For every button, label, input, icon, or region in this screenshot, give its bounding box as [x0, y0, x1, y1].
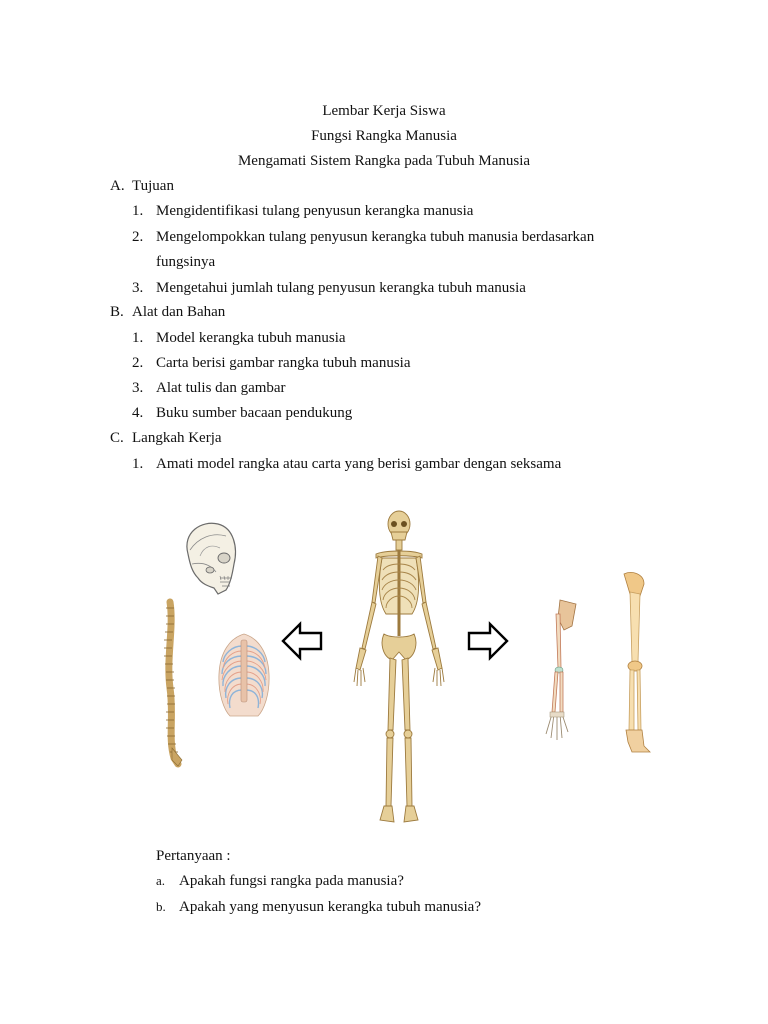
item-text: Buku sumber bacaan pendukung — [156, 405, 353, 421]
question-item — [156, 871, 404, 891]
item-number: 2. — [132, 355, 144, 371]
ribcage-illustration — [216, 632, 272, 718]
worksheet-title: Lembar Kerja Siswa — [322, 103, 446, 119]
arm-bones-illustration — [538, 596, 582, 744]
question-text: Apakah yang menyusun kerangka tubuh manusia? — [179, 899, 481, 915]
list-item — [132, 403, 352, 423]
section-a-heading — [110, 176, 174, 196]
list-item — [132, 278, 526, 298]
section-letter: B. — [110, 304, 124, 320]
item-text: Mengidentifikasi tulang penyusun kerangka manusia — [156, 203, 474, 219]
item-text: Carta berisi gambar rangka tubuh manusia — [156, 355, 411, 371]
item-number: 1. — [132, 330, 144, 346]
list-item — [132, 378, 286, 398]
question-letter: a. — [156, 873, 166, 888]
questions-heading: Pertanyaan : — [156, 848, 231, 864]
list-item — [132, 201, 473, 221]
leg-bones-illustration — [614, 570, 654, 756]
item-number: 3. — [132, 380, 144, 396]
section-letter: C. — [110, 430, 124, 446]
item-text: Amati model rangka atau carta yang berisi gambar dengan seksama — [156, 456, 562, 472]
worksheet-subtitle: Fungsi Rangka Manusia — [311, 128, 457, 144]
worksheet-activity-title: Mengamati Sistem Rangka pada Tubuh Manusia — [237, 153, 531, 169]
item-number: 1. — [132, 456, 144, 472]
section-b-heading — [110, 302, 225, 322]
spine-illustration — [160, 598, 190, 768]
arrow-left-icon — [280, 620, 324, 662]
human-skeleton-illustration — [348, 510, 452, 828]
section-title: Alat dan Bahan — [132, 304, 226, 320]
item-text: Alat tulis dan gambar — [156, 380, 286, 396]
question-text: Apakah fungsi rangka pada manusia? — [179, 873, 404, 889]
question-item — [156, 897, 481, 917]
question-letter: b. — [156, 899, 166, 914]
item-number: 4. — [132, 405, 144, 421]
item-text: Mengetahui jumlah tulang penyusun kerangka tubuh manusia — [156, 280, 526, 296]
item-text: Mengelompokkan tulang penyusun kerangka tubuh manusia berdasarkan — [156, 229, 595, 245]
section-c-heading — [110, 428, 222, 448]
section-letter: A. — [110, 178, 125, 194]
arrow-right-icon — [466, 620, 510, 662]
item-text-continuation: fungsinya — [156, 254, 216, 270]
skull-illustration — [180, 518, 238, 598]
section-title: Langkah Kerja — [132, 430, 222, 446]
item-number: 2. — [132, 229, 144, 245]
list-item — [132, 454, 561, 474]
item-text: Model kerangka tubuh manusia — [156, 330, 346, 346]
list-item — [132, 328, 346, 348]
item-number: 3. — [132, 280, 144, 296]
section-title: Tujuan — [132, 178, 174, 194]
item-number: 1. — [132, 203, 144, 219]
list-item — [132, 353, 411, 373]
list-item — [132, 227, 594, 247]
